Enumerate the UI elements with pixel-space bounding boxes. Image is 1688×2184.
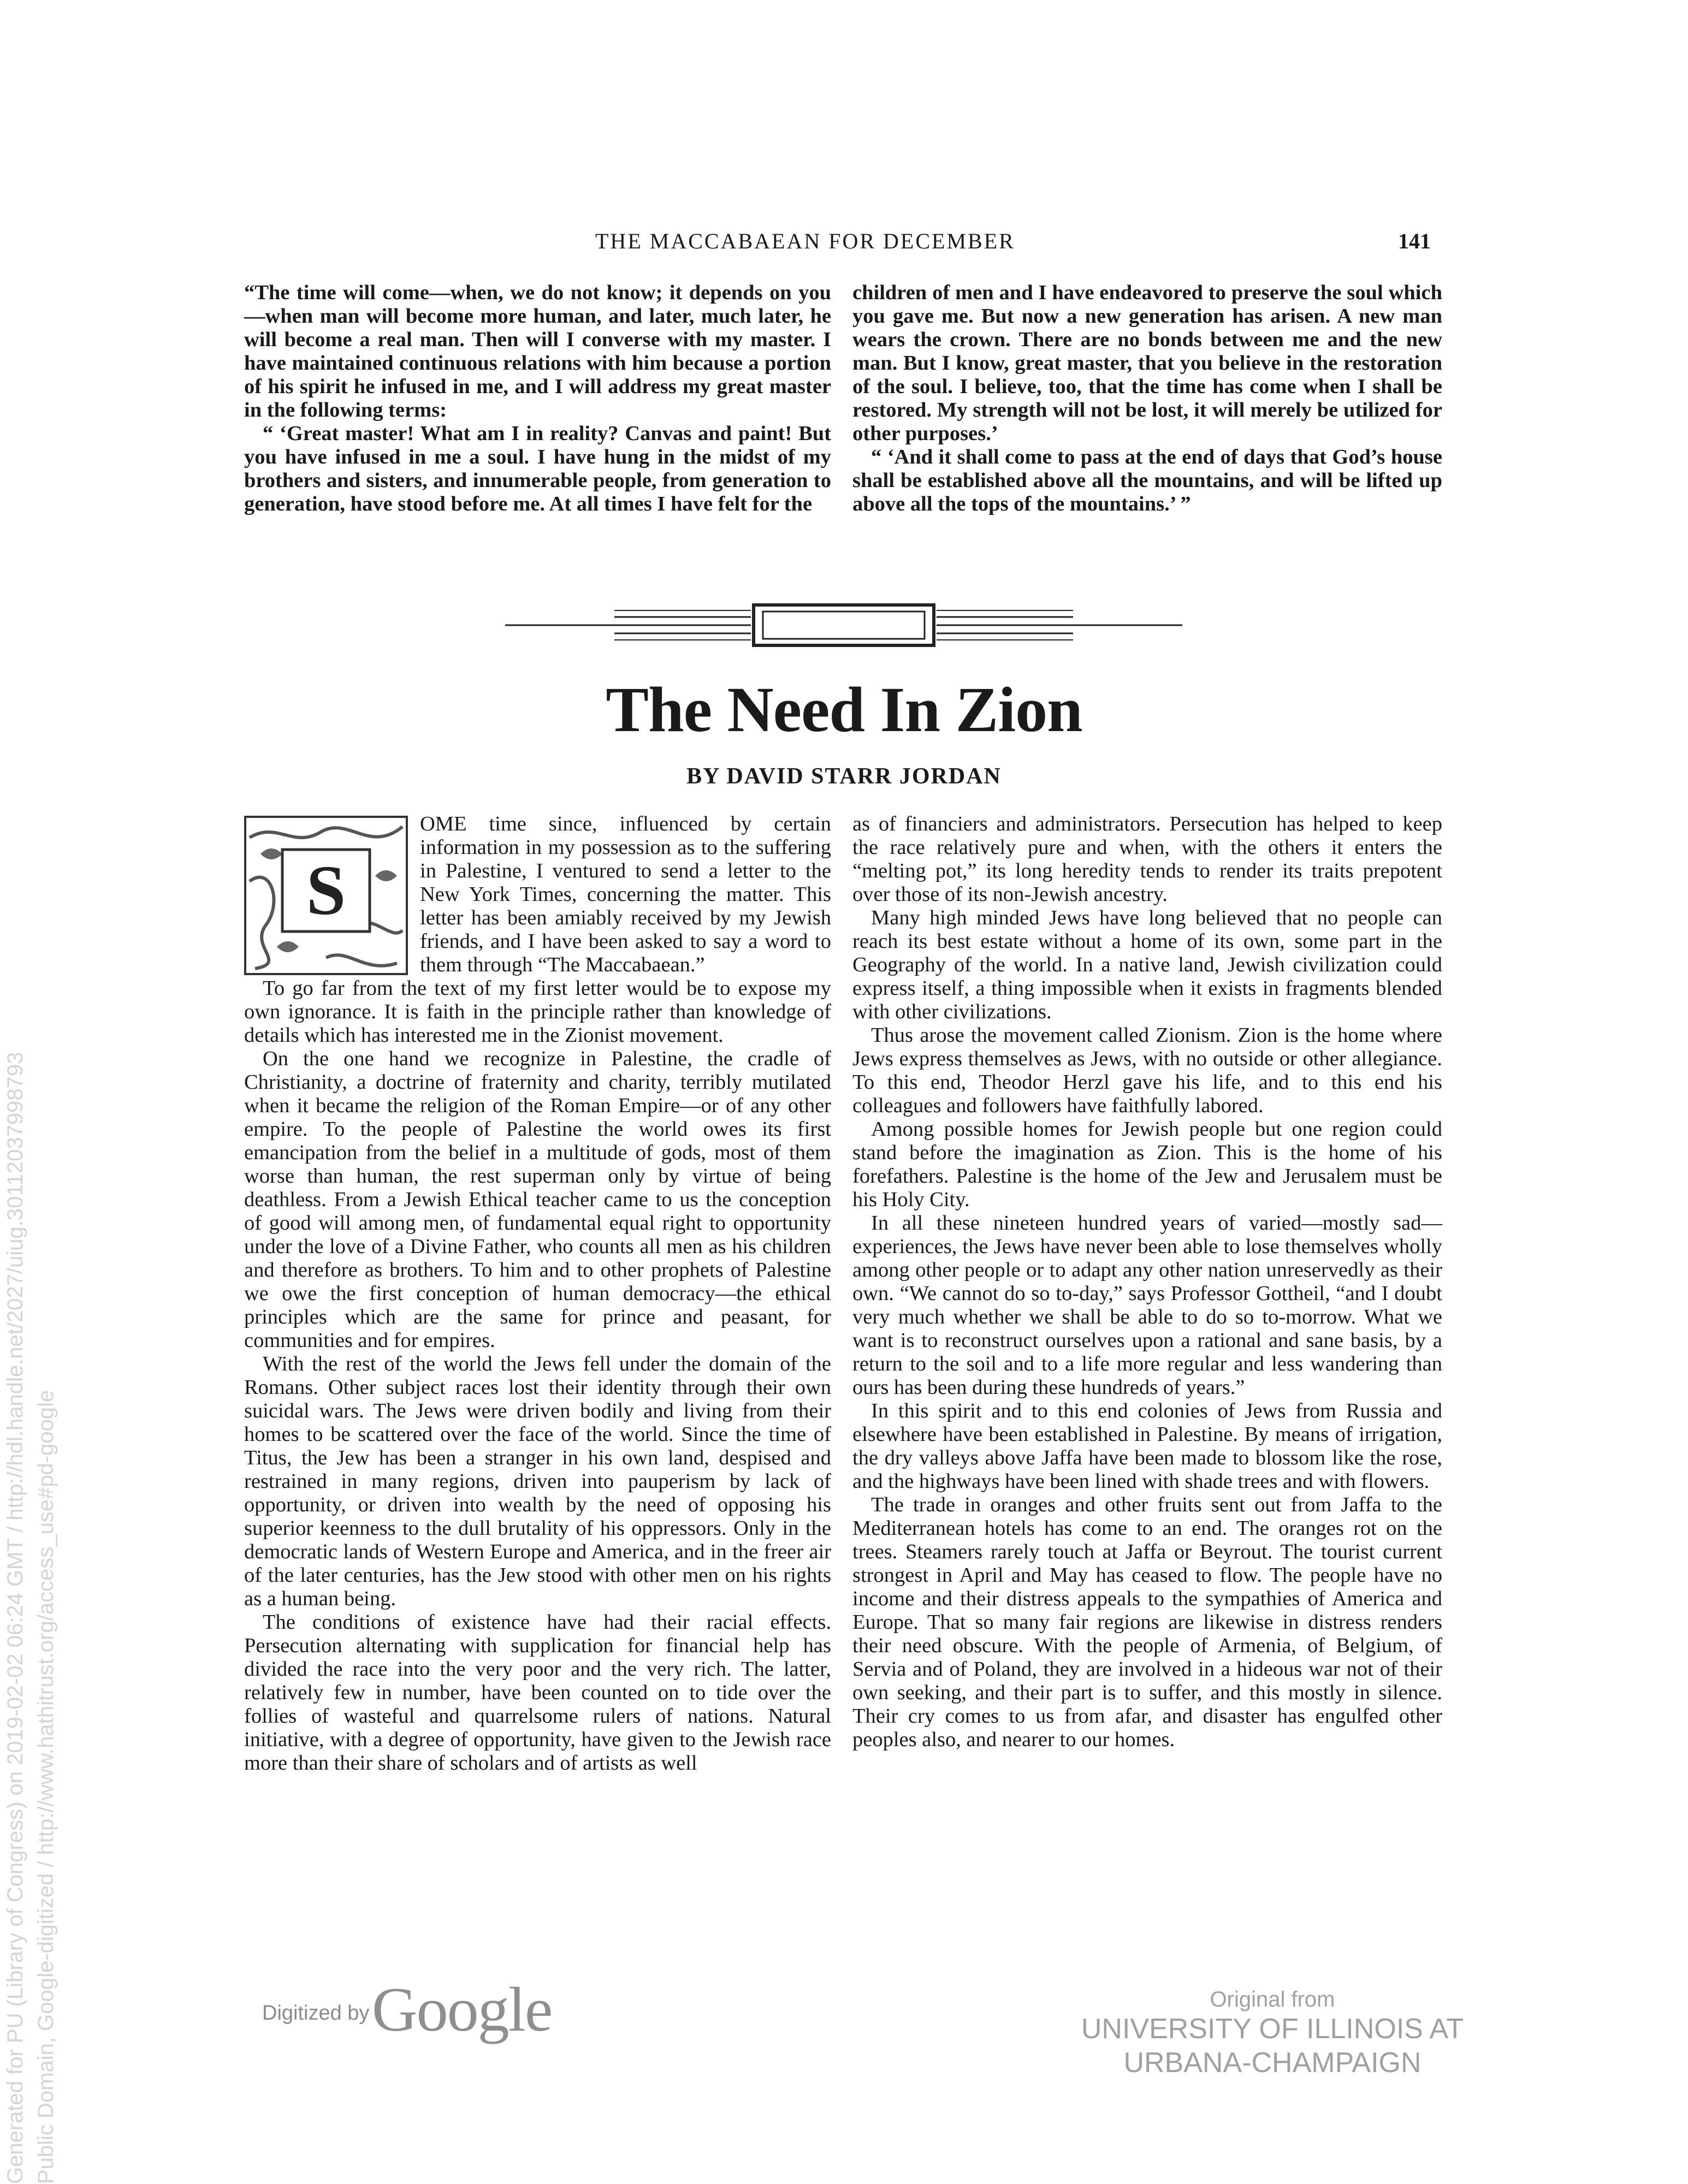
watermark-line-1: Generated for PU (Library of Congress) on 2019-02-02 06:24 GMT / http://hdl.handle.net/2027/uiug.30112037998793 <box>3 1052 27 2184</box>
original-source-mark <box>1054 1987 1491 2080</box>
article-left-column <box>244 812 831 1775</box>
article-title: The Need In Zion <box>606 674 1082 745</box>
top-left-column <box>244 281 831 516</box>
paragraph: In all these nineteen hundred years of varied—mostly sad—experiences, the Jews have never been able to lose themselves wholly among other people or to adapt any other nation unreservedly as their own. “We cannot do so to-day,” says Professor Gottheil, “and I doubt very much whether we shall be able to do so to-morrow. What we want is to reconstruct ourselves upon a rational and sane basis, by a return to the soil and to a life more regular and less wandering than ours has been during these hundreds of years.” <box>852 1212 1442 1399</box>
paragraph: “ ‘And it shall come to pass at the end of days that God’s house shall be established above all the mountains, and will be lifted up above all the tops of the mountains.’ ” <box>852 446 1442 515</box>
ornamental-divider <box>505 601 1182 650</box>
paragraph: To go far from the text of my first letter would be to expose my own ignorance. It is faith in the principle rather than knowledge of details which has interested me in the Zionist movement. <box>244 977 831 1047</box>
paragraph: Among possible homes for Jewish people but one region could stand before the imagination as Zion. This is the home of his forefathers. Palestine is the home of the Jew and Jerusalem must be his Holy City. <box>852 1118 1442 1211</box>
paragraph: On the one hand we recognize in Palestine, the cradle of Christianity, a doctrine of fraternity and charity, terribly mutilated when it became the religion of the Roman Empire—or of any other empire. To the people of Palestine the world owes its first emancipation from the belief in a multitude of gods, most of them worse than human, the rest superman only by virtue of being deathless. From a Jewish Ethical teacher came to us the conception of good will among men, of fundamental equal right to opportunity under the love of a Divine Father, who counts all men as his children and therefore as brothers. To him and to other prophets of Palestine we owe the first conception of human democracy—the ethical principles which are the same for prince and peasant, for communities and for empires. <box>244 1047 831 1352</box>
hathitrust-watermark <box>0 764 61 2184</box>
paragraph: “ ‘Great master! What am I in reality? Canvas and paint! But you have infused in me a soul. I have hung in the midst of my brothers and sisters, and innumerable people, from generation to generation, have stood before me. At all times I have felt for the <box>244 422 831 515</box>
paragraph: Many high minded Jews have long believed that no people can reach its best estate without a home of its own, some part in the Geography of the world. In a native land, Jewish civilization could express itself, a thing impossible when it exists in fragments blended with other civilizations. <box>852 906 1442 1023</box>
paragraph: Thus arose the movement called Zionism. Zion is the home where Jews express themselves as Jews, with no outside or other allegiance. To this end, Theodor Herzl gave his life, and to this end his colleagues and followers have faithfully labored. <box>852 1024 1442 1117</box>
page-number: 141 <box>1398 229 1431 253</box>
article-byline: BY DAVID STARR JORDAN <box>686 764 1002 789</box>
university-line-1: UNIVERSITY OF ILLINOIS AT <box>1081 2013 1464 2045</box>
digitized-by-label: Digitized by <box>262 2002 370 2025</box>
ornamental-dropcap <box>244 816 408 975</box>
paragraph: OME time since, influenced by certain information in my possession as to the suffering in Palestine, I ventured to send a letter to the New York Times, concerning the matter. This letter has been amiably received by my Jewish friends, and I have been asked to say a word to them through “The Maccabaean.” <box>420 812 831 976</box>
running-head: THE MACCABAEAN FOR DECEMBER <box>595 229 1015 253</box>
google-digitized-mark <box>262 1974 552 2046</box>
paragraph: children of men and I have endeavored to preserve the soul which you gave me. But now a new generation has arisen. A new man wears the crown. There are no bonds between me and the new man. But I know, great master, that you believe in the restoration of the soul. I believe, too, that the time has come when I shall be restored. My strength will not be lost, it will merely be utilized for other purposes.’ <box>852 281 1442 445</box>
paragraph: “The time will come—when, we do not know; it depends on you—when man will become more human, and later, much later, he will become a real man. Then will I converse with my master. I have maintained continuous relations with him because a portion of his spirit he infused in me, and I will address my great master in the following terms: <box>244 281 831 422</box>
paragraph: The trade in oranges and other fruits sent out from Jaffa to the Mediterranean hotels has come to an end. The oranges rot on the trees. Steamers rarely touch at Jaffa or Beyrout. The tourist current strongest in April and May has ceased to flow. The people have no income and their distress appeals to the sympathies of America and Europe. That so many fair regions are likewise in distress renders their need obscure. With the people of Armenia, of Belgium, of Servia and of Poland, they are involved in a hideous war not of their own seeking, and their part is to suffer, and this mostly in silence. Their cry comes to us from afar, and disaster has engulfed other peoples also, and nearer to our homes. <box>852 1493 1442 1751</box>
original-from-label: Original from <box>1210 1987 1335 2011</box>
paragraph: as of financiers and administrators. Persecution has helped to keep the race relatively pure and when, with the others it enters the “melting pot,” its long heredity tends to render its traits prepotent over those of its non-Jewish ancestry. <box>852 812 1442 906</box>
university-line-2: URBANA-CHAMPAIGN <box>1123 2047 1422 2079</box>
top-right-column <box>852 281 1442 516</box>
google-logo: Google <box>371 1975 552 2045</box>
paragraph: The conditions of existence have had their racial effects. Persecution alternating with supplication for financial help has divided the race into the very poor and the very rich. The latter, relatively few in number, have been counted on to tide over the follies of wasteful and quarrelsome rulers of nations. Natural initiative, with a degree of opportunity, have given to the Jewish race more than their share of scholars and of artists as well <box>244 1611 831 1775</box>
paragraph: With the rest of the world the Jews fell under the domain of the Romans. Other subject races lost their identity through their own suicidal wars. The Jews were driven bodily and living from their homes to be scattered over the face of the world. Since the time of Titus, the Jew has been a stranger in his own land, despised and restrained in many regions, driven into pauperism by lack of opportunity, or driven into wealth by the need of opposing his superior keenness to the dull brutality of his oppressors. Only in the democratic lands of Western Europe and America, and in the freer air of the later centuries, has the Jew stood with other men on his rights as a human being. <box>244 1352 831 1610</box>
paragraph: In this spirit and to this end colonies of Jews from Russia and elsewhere have been established in Palestine. By means of irrigation, the dry valleys above Jaffa have been made to blossom like the rose, and the highways have been lined with shade trees and with flowers. <box>852 1399 1442 1493</box>
watermark-line-2: Public Domain, Google-digitized / http://www.hathitrust.org/access_use#pd-google <box>34 1390 58 2184</box>
article-right-column <box>852 812 1442 1752</box>
dropcap-letter: S <box>306 851 346 930</box>
